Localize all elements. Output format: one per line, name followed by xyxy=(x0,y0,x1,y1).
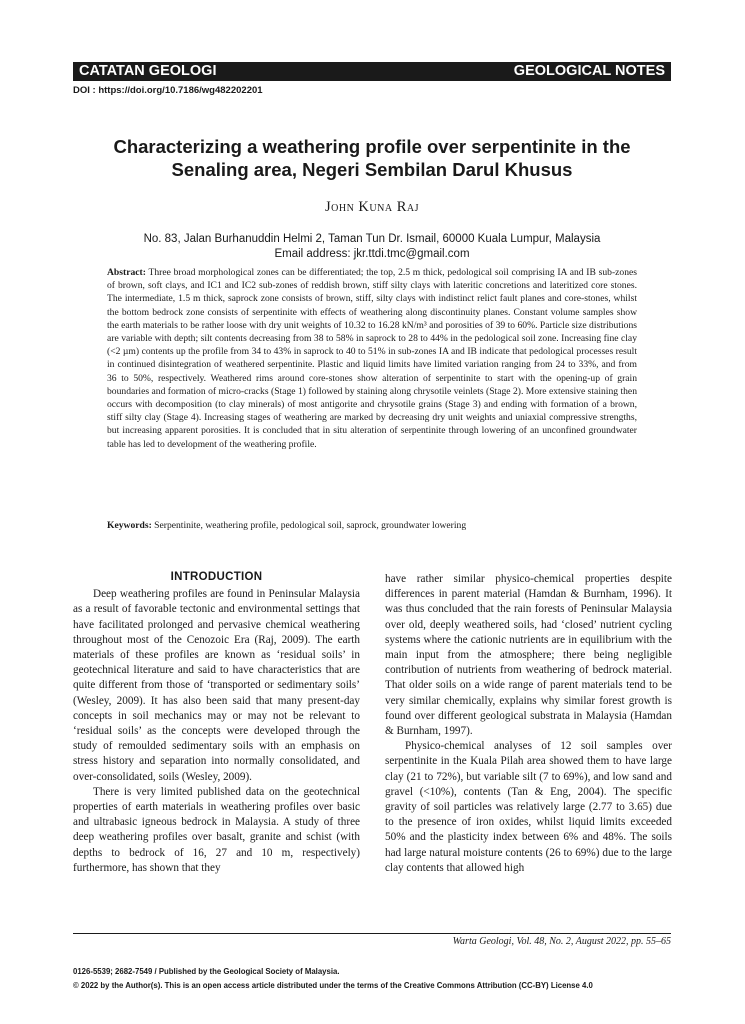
issn-publisher: 0126-5539; 2682-7549 / Published by the Geological Society of Malaysia. xyxy=(73,967,340,976)
journal-citation: Warta Geologi, Vol. 48, No. 2, August 2022, pp. 55–65 xyxy=(452,936,671,947)
author-name: John Kuna Raj xyxy=(325,199,419,215)
paragraph: Deep weathering profiles are found in Peninsular Malaysia as a result of favorable tectonic and environmental settings that have facilitated prolonged and pervasive chemical weathering throughout most of the Cenozoic Era (Raj, 2009). The earth materials of these profiles are known as ‘residual soils’ in geotechnical literature and said to have characteristics that are quite different from those of ‘transported or sedimentary soils’ (Wesley, 2009). It has also been said that many present-day concepts in soil mechanics may or may not be relevant to ‘residual soils’ as the concepts were developed through the study of remoulded sedimentary soils with an emphasis on stress history and separation into normally consolidated, and over-consolidated, soils (Wesley, 2009). xyxy=(73,588,360,783)
abstract xyxy=(107,266,637,451)
title-line-1: Characterizing a weathering profile over serpentinite in the xyxy=(113,136,631,157)
affiliation xyxy=(73,232,671,262)
affiliation-address: No. 83, Jalan Burhanuddin Helmi 2, Taman Tun Dr. Ismail, 60000 Kuala Lumpur, Malaysia xyxy=(143,233,601,245)
footer-divider xyxy=(73,933,671,934)
paragraph: Physico-chemical analyses of 12 soil samples over serpentinite in the Kuala Pilah area showed them to have large clay (21 to 72%), but variable silt (7 to 69%), and low sand and gravel (<10%), contents (Tan & Eng, 2004). The specific gravity of soil particles was relatively large (2.77 to 3.65) due to the presence of iron oxides, whilst liquid limits exceeded 50% and the plasticity index between 6% and 48%. The soils had large natural moisture contents (26 to 69%) due to the large clay contents that allowed high xyxy=(385,740,672,874)
keywords-label: Keywords: xyxy=(107,520,152,531)
title-line-2: Senaling area, Negeri Sembilan Darul Khusus xyxy=(171,159,573,180)
header-left-label: CATATAN GEOLOGI xyxy=(79,63,217,79)
left-column xyxy=(73,570,360,876)
abstract-text: Three broad morphological zones can be differentiated; the top, 2.5 m thick, pedological soil comprising IA and IB sub-zones of brown, soft clays, and IC1 and IC2 sub-zones of reddish brown, stiff silty clays with lateritic concretions and lateritized core stones. The intermediate, 1.5 m thick, saprock zone consists of brown, stiff, silty clays with indistinct relict fault planes and core-stones, whilst the bottom bedrock zone consists of serpentinite with effects of weathering along discontinuity planes. Constant volume samples show the earth materials to be rather loose with dry unit weights of 10.32 to 16.28 kN/m³ and porosities of 39 to 60%. Particle size distributions are variable with depth; silt contents decreasing from 38 to 58% in saprock to 28 to 44% in the pedological soil zone. Increasing fine clay (<2 µm) contents up the profile from 34 to 43% in saprock to 40 to 51% in sub-zones IA and IB indicate that pedological processes result in continued disintegration of weathered serpentinite. Plastic and liquid limits have limited variation ranging from 24 to 33%, and from 36 to 50%, respectively. Weathered rims around core-stones show alteration of serpentinite to start with the opening-up of grain boundaries and formation of micro-cracks (Stage 1) followed by staining along chrysotile veinlets (Stage 2). More extensive staining then occurs with decomposition (to clay minerals) of most antigorite and chrysotile grains (Stage 3) and ending with formation of a brown, stiff silty clay (Stage 4). Increasing stages of weathering are marked by decreasing dry unit weights and uniaxial compressive strengths, but increasing apparent porosities. It is concluded that in situ alteration of serpentinite through lowering of an unconfined groundwater table has led to development of the weathering profile. xyxy=(107,267,637,450)
doi-link[interactable]: DOI : https://doi.org/10.7186/wg482202201 xyxy=(73,85,263,96)
abstract-label: Abstract: xyxy=(107,267,146,278)
header-right-label: GEOLOGICAL NOTES xyxy=(513,63,665,79)
keywords xyxy=(107,519,637,532)
section-heading-introduction: INTRODUCTION xyxy=(170,571,263,583)
affiliation-email[interactable]: Email address: jkr.ttdi.tmc@gmail.com xyxy=(274,248,470,260)
right-column xyxy=(385,572,672,876)
keywords-text: Serpentinite, weathering profile, pedological soil, saprock, groundwater lowering xyxy=(151,520,467,531)
paper-title xyxy=(73,135,671,181)
paragraph: have rather similar physico-chemical properties despite differences in parent material (Hamdan & Burnham, 1996). It was thus concluded that the rain forests of Peninsular Malaysia over old, deeply weathered soils, had ‘closed’ nutrient cycling systems where the cationic nutrients are in equilibrium with the main input from the atmosphere; there being negligible contribution of nutrients from weathering of bedrock material. That older soils on a wide range of parent materials tend to be very similar chemically, explains why similar forest growth is found over different geological substrata in Malaysia (Hamdan & Burnham, 1997). xyxy=(385,573,672,738)
paragraph: There is very limited published data on the geotechnical properties of earth materials in weathering profiles over basic and ultrabasic igneous bedrock in Malaysia. A study of three deep weathering profiles over basalt, granite and schist (with depths to bedrock of 16, 27 and 10 m, respectively) furthermore, has shown that they xyxy=(73,785,360,874)
journal-header-bar xyxy=(73,62,671,81)
license-notice: © 2022 by the Author(s). This is an open access article distributed under the terms of the Creative Commons Attribution (CC-BY) License 4.0 xyxy=(73,981,593,990)
